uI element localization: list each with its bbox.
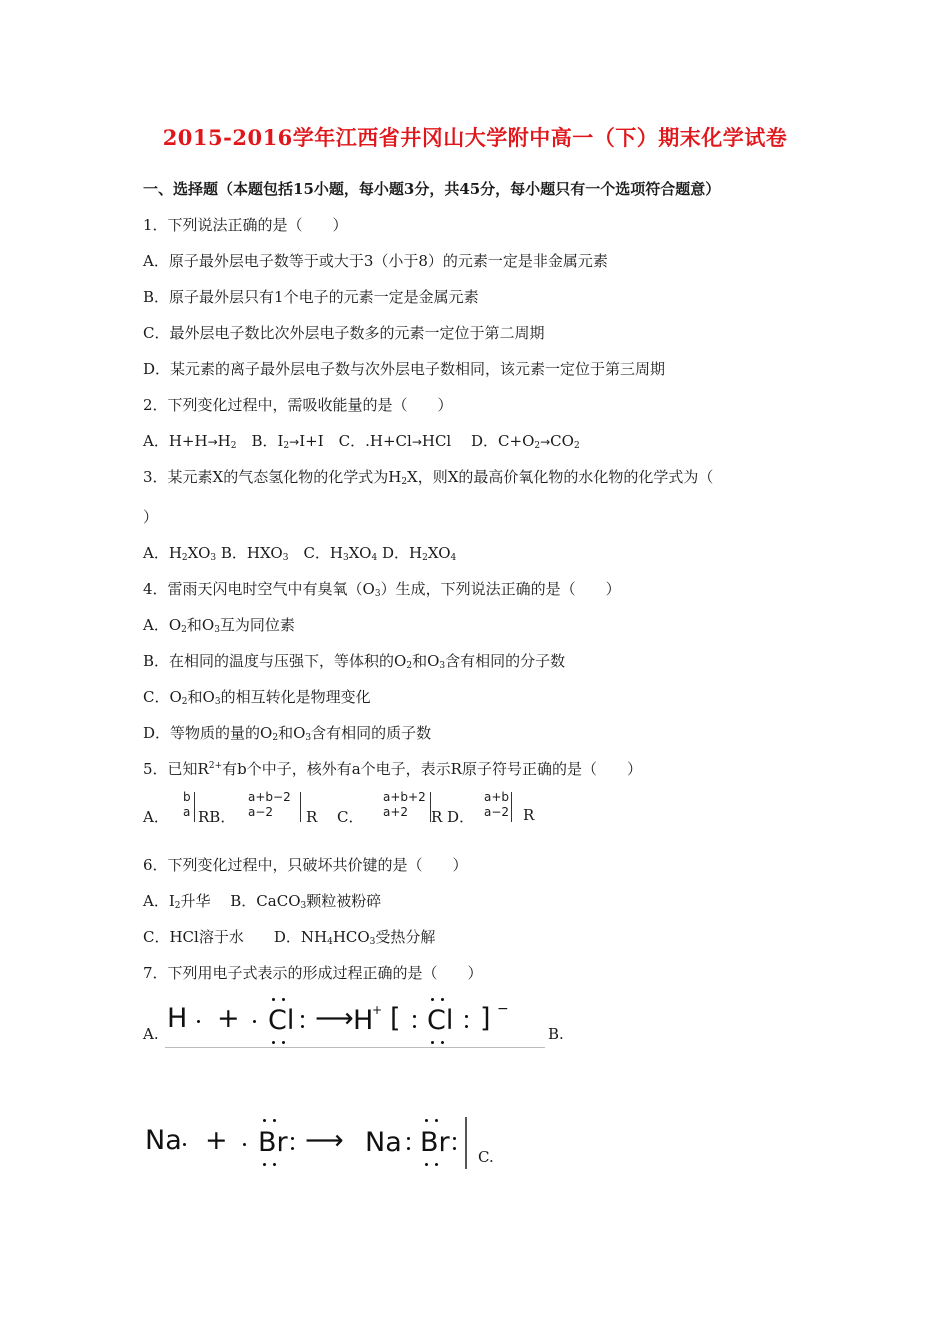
question-6-options-ab: A．$I_2$升华 B．CaCO$_3$颗粒被粉碎 <box>143 892 382 911</box>
question-3-options: A．$H_2XO_3$ B．$HXO_3$ C．$H_3XO_4$ D．$H_2XO_4$ <box>143 544 457 563</box>
question-6-options-cd: C．HCl溶于水 D．$NH_4HCO_3$受热分解 <box>143 928 436 947</box>
question-1-option-c: C．最外层电子数比次外层电子数多的元素一定位于第二周期 <box>143 324 545 342</box>
question-1-stem: 1．下列说法正确的是（ ） <box>143 216 348 234</box>
section-heading: 一、选择题（本题包括15小题，每小题3分，共45分，每小题只有一个选项符合题意） <box>143 180 721 198</box>
exam-title: 2015-2016学年江西省井冈山大学附中高一（下）期末化学试卷 <box>162 125 788 150</box>
question-6-stem: 6．下列变化过程中，只破坏共价键的是（ ） <box>143 856 468 874</box>
nuclide-option-c: a+b+2 a+2 <box>383 790 426 820</box>
question-1-option-d: D．某元素的离子最外层电子数与次外层电子数相同，该元素一定位于第三周期 <box>143 360 666 378</box>
question-7-stem: 7．下列用电子式表示的形成过程正确的是（ ） <box>143 964 483 982</box>
question-3-stem: 3．某元素X的气态氢化物的化学式为$H_2X$，则X的最高价氧化物的水化物的化学式为（ <box>143 468 714 487</box>
question-7-label-b: B. <box>548 1025 564 1043</box>
question-4-option-d: D．等物质的量的$O_2$和$O_3$含有相同的质子数 <box>143 724 432 743</box>
nuclide-option-a: b a <box>183 790 191 820</box>
question-3-stem-end: ） <box>143 508 159 526</box>
nuclide-option-d: a+b a−2 <box>484 790 509 820</box>
electron-formula-hcl: H + Cl ⟶ H + [ Cl ] − <box>165 995 550 1050</box>
question-7-label-a: A. <box>143 1025 159 1043</box>
question-1-option-b: B．原子最外层只有1个电子的元素一定是金属元素 <box>143 288 479 306</box>
question-4-stem: 4．雷雨天闪电时空气中有臭氧$(O_3)$生成，下列说法正确的是（ ） <box>143 580 621 599</box>
electron-formula-nabr: Na + Br ⟶ Na Br <box>145 1115 475 1170</box>
question-2-stem: 2．下列变化过程中，需吸收能量的是（ ） <box>143 396 453 414</box>
question-1-option-a: A．原子最外层电子数等于或大于3（小于8）的元素一定是非金属元素 <box>143 252 608 270</box>
question-2-options: A．$H+H\to H_2$ B．$I_2\to I+I$ C．.H+Cl→HCl D．$C+O_2\to CO_2$ <box>143 432 580 451</box>
question-4-option-b: B．在相同的温度与压强下，等体积的$O_2$和$O_3$含有相同的分子数 <box>143 652 566 671</box>
question-5-stem: 5．已知$R^{2+}$有b个中子，核外有a个电子，表示R原子符号正确的是（ ） <box>143 760 642 778</box>
nuclide-option-b: a+b−2 a−2 <box>248 790 291 820</box>
question-5-options: A． b a RB． a+b−2 a−2 R C． a+b+2 a+2 R D． a+b a−2 R <box>143 790 535 826</box>
question-4-option-c: C．$O_2$和$O_3$的相互转化是物理变化 <box>143 688 371 707</box>
question-4-option-a: A．$O_2$和$O_3$互为同位素 <box>143 616 295 635</box>
question-7-label-c: C. <box>478 1148 494 1166</box>
